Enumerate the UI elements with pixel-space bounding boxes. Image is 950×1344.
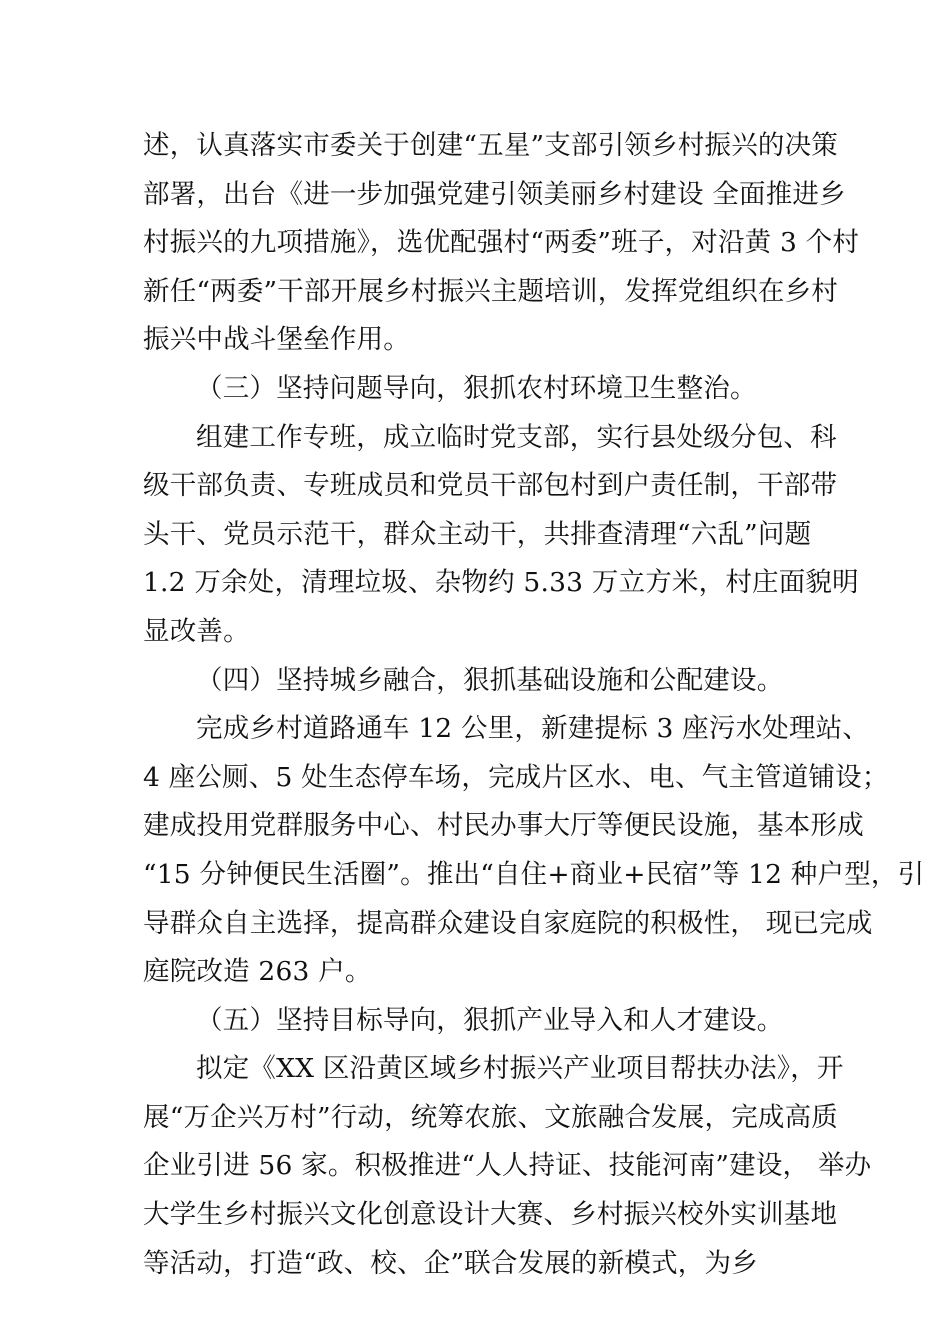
text-line: 建成投用党群服务中心、村民办事大厅等便民设施，基本形成 — [143, 810, 864, 842]
text-line: 展“万企兴万村”行动，统筹农旅、文旅融合发展，完成高质 — [143, 1101, 838, 1133]
text-line: 导群众自主选择，提高群众建设自家庭院的积极性， 现已完成 — [143, 907, 873, 939]
text-line: 4 座公厕、5 处生态停车场，完成片区水、电、气主管道铺设； — [143, 761, 889, 793]
text-line: 述，认真落实市委关于创建“五星”支部引领乡村振兴的决策 — [143, 130, 838, 161]
section-heading: （三）坚持问题导向，狠抓农村环境卫生整治。 — [196, 372, 757, 404]
text-line: 企业引进 56 家。积极推进“人人持证、技能河南”建设， 举办 — [143, 1150, 872, 1182]
text-line: 庭院改造 263 户。 — [143, 956, 372, 988]
text-line: 1.2 万余处，清理垃圾、杂物约 5.33 万立方米，村庄面貌明 — [143, 567, 859, 599]
text-line: 级干部负责、专班成员和党员干部包村到户责任制，干部带 — [143, 470, 838, 502]
text-line: 部署，出台《进一步加强党建引领美丽乡村建设 全面推进乡 — [143, 178, 846, 210]
paragraph-start: 拟定《XX 区沿黄区域乡村振兴产业项目帮扶办法》，开 — [196, 1053, 844, 1085]
text-line: 村振兴的九项措施》，选优配强村“两委”班子，对沿黄 3 个村 — [143, 227, 860, 259]
text-line: “15 分钟便民生活圈”。推出“自住+商业+民宿”等 12 种户型，引 — [143, 858, 925, 890]
text-line: 新任“两委”干部开展乡村振兴主题培训，发挥党组织在乡村 — [143, 275, 838, 307]
text-line: 大学生乡村振兴文化创意设计大赛、乡村振兴校外实训基地 — [143, 1199, 838, 1231]
section-heading: （五）坚持目标导向，狠抓产业导入和人才建设。 — [196, 1004, 784, 1036]
text-line: 振兴中战斗堡垒作用。 — [143, 324, 410, 356]
text-line: 显改善。 — [143, 615, 250, 647]
paragraph-start: 完成乡村道路通车 12 公里，新建提标 3 座污水处理站、 — [196, 713, 870, 745]
body-text — [143, 122, 925, 1288]
text-line: 头干、党员示范干，群众主动干，共排查清理“六乱”问题 — [143, 518, 812, 550]
text-line: 等活动，打造“政、校、企”联合发展的新模式，为乡 — [143, 1247, 758, 1279]
section-heading: （四）坚持城乡融合，狠抓基础设施和公配建设。 — [196, 664, 784, 696]
paragraph-start: 组建工作专班，成立临时党支部，实行县处级分包、科 — [196, 421, 837, 453]
